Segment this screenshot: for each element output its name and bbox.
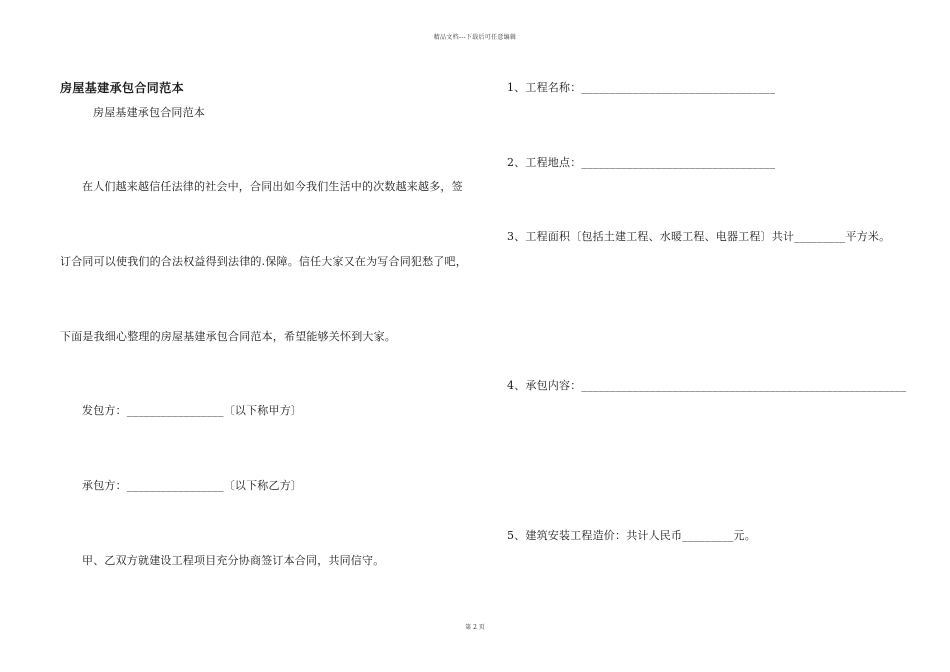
document-subtitle: 房屋基建承包合同范本 (93, 106, 205, 119)
party-a-line: 发包方：_________________〔以下称甲方〕 (82, 404, 303, 417)
party-b-line: 承包方：_________________〔以下称乙方〕 (82, 479, 303, 492)
page-number: 第 2 页 (465, 624, 485, 631)
clause-contract-scope: 4、承包内容：_________________________________________________________ (507, 379, 907, 392)
clause-project-area: 3、工程面积〔包括土建工程、水暖工程、电器工程〕共计_________平方米。 (507, 230, 891, 243)
clause-project-name: 1、工程名称：__________________________________ (507, 81, 776, 94)
clause-project-location: 2、工程地点：__________________________________ (507, 156, 776, 169)
agreement-statement: 甲、乙双方就建设工程项目充分协商签订本合同，共同信守。 (82, 554, 385, 567)
document-title: 房屋基建承包合同范本 (60, 81, 185, 95)
page-header: 精品文档---下载后可任意编辑 (433, 34, 517, 41)
intro-paragraph-line-2: 订合同可以使我们的合法权益得到法律的.保障。信任大家又在为写合同犯愁了吧， (60, 255, 467, 268)
clause-contract-price: 5、建筑安装工程造价：共计人民币_________元。 (507, 529, 756, 542)
intro-paragraph-line-3: 下面是我细心整理的房屋基建承包合同范本，希望能够关怀到大家。 (60, 330, 396, 343)
intro-paragraph-line-1: 在人们越来越信任法律的社会中，合同出如今我们生活中的次数越来越多，签 (82, 180, 463, 193)
